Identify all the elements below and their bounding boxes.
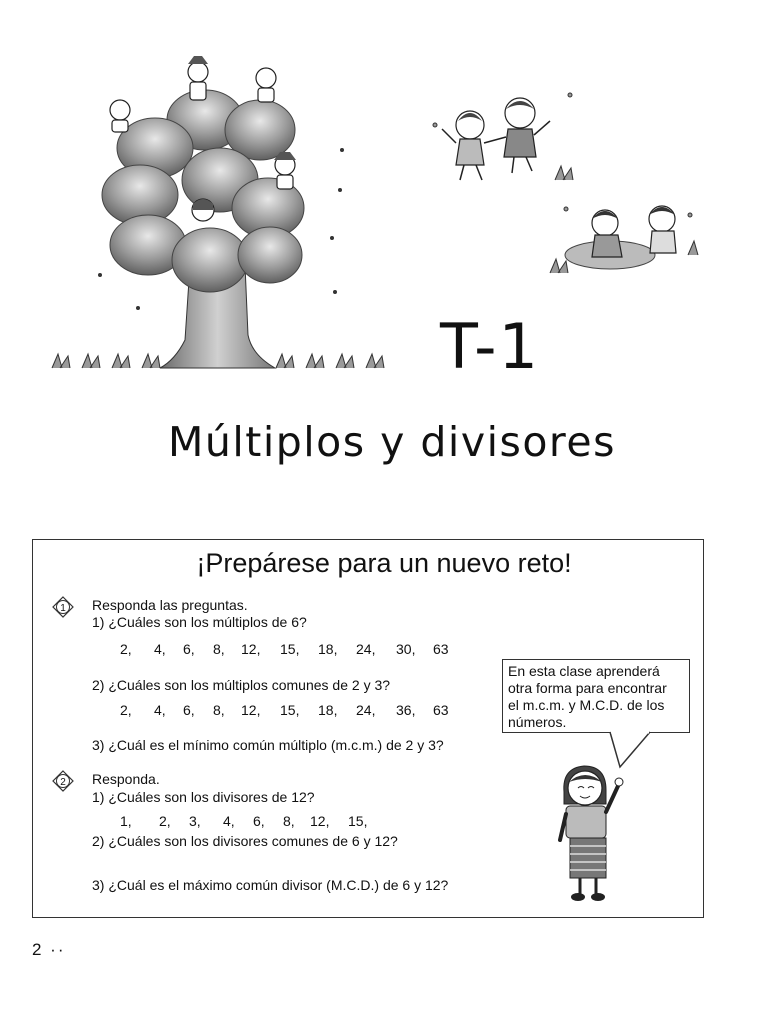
speech-bubble-line: En esta clase aprenderá bbox=[508, 663, 660, 679]
children-sitting-illustration bbox=[540, 195, 710, 285]
number-option: 8, bbox=[283, 813, 295, 829]
section2-question-2: 2) ¿Cuáles son los divisores comunes de 6 y 12? bbox=[92, 833, 398, 849]
speech-bubble-line: el m.c.m. y M.C.D. de los bbox=[508, 697, 665, 713]
section-marker-1-icon bbox=[52, 596, 74, 618]
number-option: 1, bbox=[120, 813, 132, 829]
number-option: 24, bbox=[356, 641, 376, 657]
number-option: 4, bbox=[223, 813, 235, 829]
number-option: 18, bbox=[318, 702, 338, 718]
speech-bubble-line: otra forma para encontrar bbox=[508, 680, 667, 696]
section1-question-2: 2) ¿Cuáles son los múltiplos comunes de 2 y 3? bbox=[92, 677, 391, 693]
section1-question-1: 1) ¿Cuáles son los múltiplos de 6? bbox=[92, 614, 307, 630]
number-option: 63 bbox=[433, 641, 449, 657]
lesson-code: T-1 bbox=[440, 310, 540, 383]
section1-question-3: 3) ¿Cuál es el mínimo común múltiplo (m.c.m.) de 2 y 3? bbox=[92, 737, 444, 753]
section2-instruction: Responda. bbox=[92, 771, 160, 787]
section-marker-1-number: 1 bbox=[60, 603, 66, 614]
number-option: 12, bbox=[241, 702, 261, 718]
number-option: 3, bbox=[189, 813, 201, 829]
number-option: 8, bbox=[213, 702, 225, 718]
box-heading: ¡Prepárese para un nuevo reto! bbox=[196, 548, 572, 578]
number-option: 12, bbox=[310, 813, 330, 829]
number-option: 15, bbox=[348, 813, 368, 829]
number-option: 2, bbox=[159, 813, 171, 829]
section1-instruction: Responda las preguntas. bbox=[92, 597, 248, 613]
section-marker-2-number: 2 bbox=[60, 777, 66, 788]
number-option: 4, bbox=[154, 641, 166, 657]
section-marker-2-icon bbox=[52, 770, 74, 792]
page-number: 2 ·· bbox=[32, 940, 66, 959]
tree-with-children-illustration bbox=[40, 50, 400, 380]
number-option: 6, bbox=[183, 702, 195, 718]
lesson-title: Múltiplos y divisores bbox=[168, 418, 616, 466]
number-option: 2, bbox=[120, 641, 132, 657]
speech-bubble-line: números. bbox=[508, 714, 567, 730]
number-option: 15, bbox=[280, 641, 300, 657]
number-option: 12, bbox=[241, 641, 261, 657]
number-option: 6, bbox=[183, 641, 195, 657]
section2-question-1: 1) ¿Cuáles son los divisores de 12? bbox=[92, 789, 315, 805]
number-option: 4, bbox=[154, 702, 166, 718]
girl-student-illustration bbox=[552, 762, 632, 907]
section2-question-3: 3) ¿Cuál es el máximo común divisor (M.C.D.) de 6 y 12? bbox=[92, 877, 449, 893]
number-option: 18, bbox=[318, 641, 338, 657]
speech-bubble bbox=[502, 659, 690, 733]
children-playing-illustration bbox=[420, 85, 600, 195]
number-option: 36, bbox=[396, 702, 416, 718]
number-option: 6, bbox=[253, 813, 265, 829]
number-option: 30, bbox=[396, 641, 416, 657]
number-option: 2, bbox=[120, 702, 132, 718]
number-option: 15, bbox=[280, 702, 300, 718]
number-option: 63 bbox=[433, 702, 449, 718]
number-option: 8, bbox=[213, 641, 225, 657]
number-option: 24, bbox=[356, 702, 376, 718]
